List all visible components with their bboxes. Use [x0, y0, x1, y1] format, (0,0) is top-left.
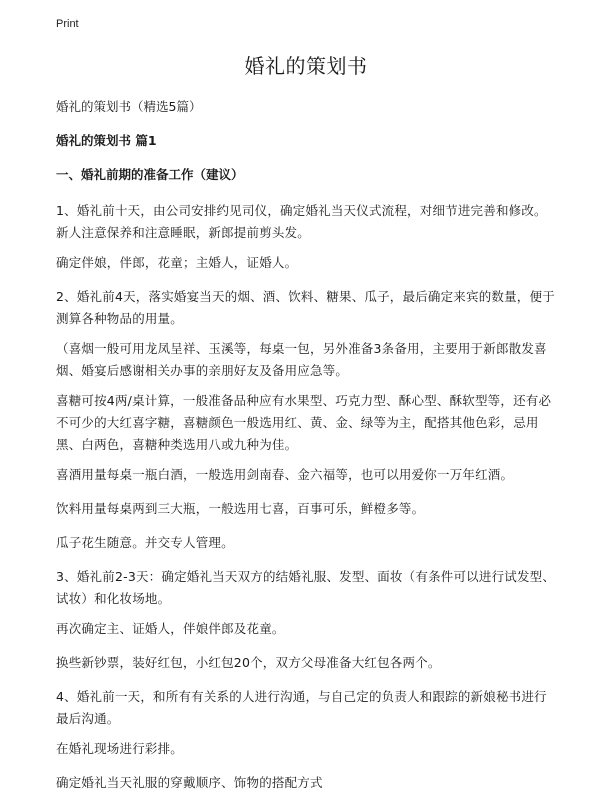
- paragraph: 1、婚礼前十天，由公司安排约见司仪，确定婚礼当天仪式流程，对细节进完善和修改。新人注意保养和注意睡眠，新郎提前剪头发。: [56, 203, 547, 240]
- paragraph: 换些新钞票，装好红包，小红包20个，双方父母准备大红包各两个。: [56, 655, 441, 670]
- paragraph: 瓜子花生随意。并交专人管理。: [56, 535, 234, 550]
- document-title: 婚礼的策划书: [244, 54, 368, 78]
- paragraph: 4、婚礼前一天，和所有有关系的人进行沟通，与自己定的负责人和跟踪的新娘秘书进行最后沟通。: [56, 689, 547, 726]
- paragraph: 在婚礼现场进行彩排。: [56, 741, 184, 756]
- paragraph: 2、婚礼前4天，落实婚宴当天的烟、酒、饮料、糖果、瓜子，最后确定来宾的数量，便于测算各种物品的用量。: [56, 289, 555, 326]
- chapter-heading: 婚礼的策划书 篇1: [56, 133, 157, 148]
- document-body: [56, 50, 556, 806]
- paragraph: 再次确定主、证婚人，伴娘伴郎及花童。: [56, 621, 285, 636]
- document-subtitle: 婚礼的策划书（精选5篇）: [56, 99, 202, 114]
- paragraph: 3、婚礼前2-3天：确定婚礼当天双方的结婚礼服、发型、面妆（有条件可以进行试发型、试妆）和化妆场地。: [56, 569, 556, 606]
- section-heading: 一、婚礼前期的准备工作（建议）: [56, 167, 244, 182]
- paragraph: 喜酒用量每桌一瓶白酒，一般选用剑南春、金六福等，也可以用爱你一万年红酒。: [56, 467, 514, 482]
- paragraph: （喜烟一般可用龙凤呈祥、玉溪等，每桌一包，另外准备3条备用，主要用于新郎散发喜烟、婚宴后感谢相关办事的亲朋好友及备用应急等。: [56, 341, 547, 378]
- paragraph: 确定伴娘，伴郎，花童；主婚人，证婚人。: [56, 255, 298, 270]
- paragraph: 喜糖可按4两/桌计算，一般准备品种应有水果型、巧克力型、酥心型、酥软型等，还有必不可少的大红喜字糖，喜糖颜色一般选用红、黄、金、绿等为主，配搭其他色彩，忌用黑、白两色，喜糖种类选用八或九种为佳。: [56, 393, 552, 452]
- paragraph: 确定婚礼当天礼服的穿戴顺序、饰物的搭配方式: [56, 775, 323, 790]
- print-link[interactable]: Print: [56, 18, 79, 30]
- paragraph: 饮料用量每桌两到三大瓶，一般选用七喜，百事可乐，鲜橙多等。: [56, 501, 425, 516]
